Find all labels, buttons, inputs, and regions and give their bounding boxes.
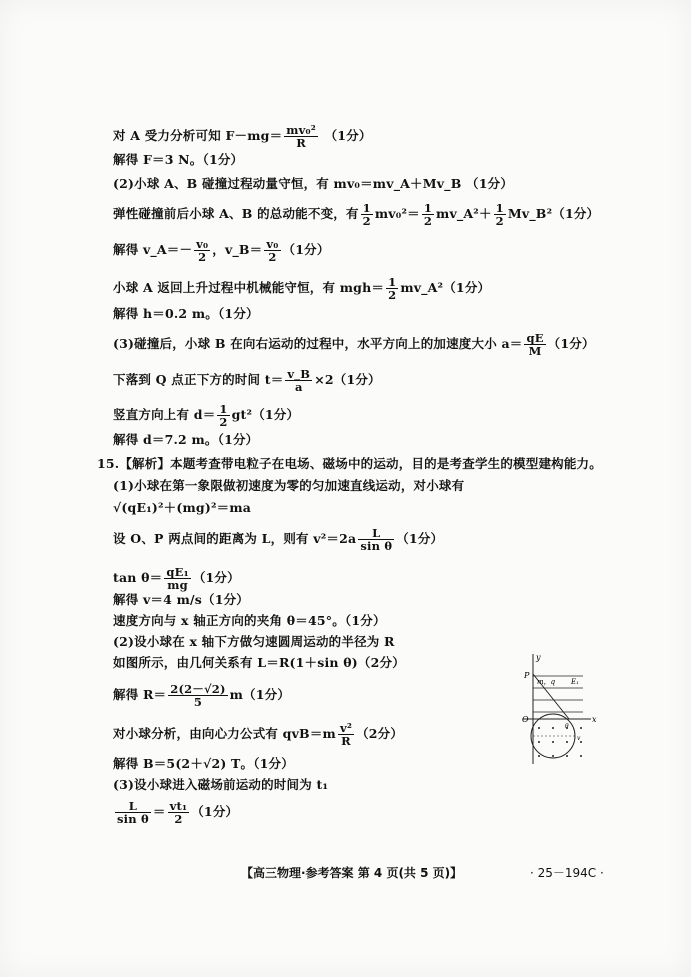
line-tan-theta: tan θ＝ $\frac{\text{qE₁}}{mg}$ （1分） (113, 565, 240, 592)
line-angle: 速度方向与 x 轴正方向的夹角 θ＝45°。（1分） (113, 613, 386, 628)
line-acceleration: (3)碰撞后，小球 B 在向右运动的过程中，水平方向上的加速度大小 a＝ $\frac{qE}{M}$ （1分） (113, 331, 595, 358)
line-time-equation: $\frac{L}{\text{sin θ}}$ ＝ $\frac{\text{vt₁}}{2}$ （1分） (117, 799, 239, 826)
line-momentum: (2)小球 A、B 碰撞过程动量守恒，有 mv₀＝mv_A＋Mv_B （1分） (113, 176, 514, 191)
line-geometry: 如图所示，由几何关系有 L＝R(1＋sin θ)（2分） (113, 655, 405, 670)
line-solve-r: 解得 R＝ $\frac{2(2-√2)}{5}$ m（1分） (113, 682, 291, 709)
x-axis-label: x (592, 715, 597, 724)
line-part2: (2)设小球在 x 轴下方做匀速圆周运动的半径为 R (113, 634, 395, 649)
line-energy-conservation: 小球 A 返回上升过程中机械能守恒，有 mgh＝ $\frac{1}{2}$ mv_A²（1分） (113, 275, 491, 302)
line-solve-f: 解得 F＝3 N。（1分） (113, 152, 244, 167)
point-p-label: P (524, 671, 530, 680)
line-part3: (3)设小球进入磁场前运动的时间为 t₁ (113, 777, 329, 792)
field-diagram (519, 652, 599, 768)
mass-charge-label: m，q (537, 678, 556, 686)
theta-label: θ (565, 723, 569, 730)
field-e-label: E₁ (571, 678, 579, 686)
magnetic-field-dots (538, 727, 582, 757)
line-kinetic-energy: 弹性碰撞前后小球 A、B 的总动能不变，有 $\frac{1}{2}$ mv₀²＝ $\frac{1}{2}$ mv_A²＋ $\frac{1}{2}$ Mv_B²（1分） (113, 201, 600, 228)
line-distance-l: 设 O、P 两点间的距离为 L，则有 v²＝2a $\frac{L}{\text{sin θ}}$ （1分） (113, 526, 444, 553)
line-solve-v: 解得 v＝4 m/s（1分） (113, 592, 249, 607)
origin-label: O (522, 715, 529, 724)
line-fall-time: 下落到 Q 点正下方的时间 t＝ $\frac{v\_B}{a}$ ×2（1分） (113, 367, 381, 394)
line-solve-b: 解得 B＝5(2＋√2) T。（1分） (113, 756, 294, 771)
velocity-label: v (577, 735, 581, 742)
line-solve-velocities: 解得 v_A＝－ $\frac{\text{v₀}}{2}$ ，v_B＝ $\frac{\text{v₀}}{2}$ （1分） (113, 237, 330, 264)
line-solve-h: 解得 h＝0.2 m。（1分） (113, 306, 259, 321)
question-15-header: 15.【解析】本题考查带电粒子在电场、磁场中的运动，目的是考查学生的模型建构能力。 (97, 456, 602, 471)
line-solve-d: 解得 d＝7.2 m。（1分） (113, 432, 259, 447)
footer-code: · 25－194C · (530, 866, 604, 880)
footer-page-info: 【高三物理·参考答案 第 4 页(共 5 页)】 (241, 866, 463, 880)
line-centripetal: 对小球分析，由向心力公式有 qvB＝m $\frac{\text{v²}}{R}$ （2分） (113, 721, 404, 748)
line-vertical: 竖直方向上有 d＝ $\frac{1}{2}$ gt²（1分） (113, 402, 300, 429)
line-force-analysis: 对 A 受力分析可知 F－mg＝ $\frac{\text{mv₀²}}{R}$ （1分） (113, 123, 372, 150)
y-axis-label: y (536, 653, 541, 662)
line-q15-part1: (1)小球在第一象限做初速度为零的匀加速直线运动，对小球有 (113, 478, 465, 493)
line-newton: √(qE₁)²＋(mg)²＝ma (113, 500, 252, 515)
